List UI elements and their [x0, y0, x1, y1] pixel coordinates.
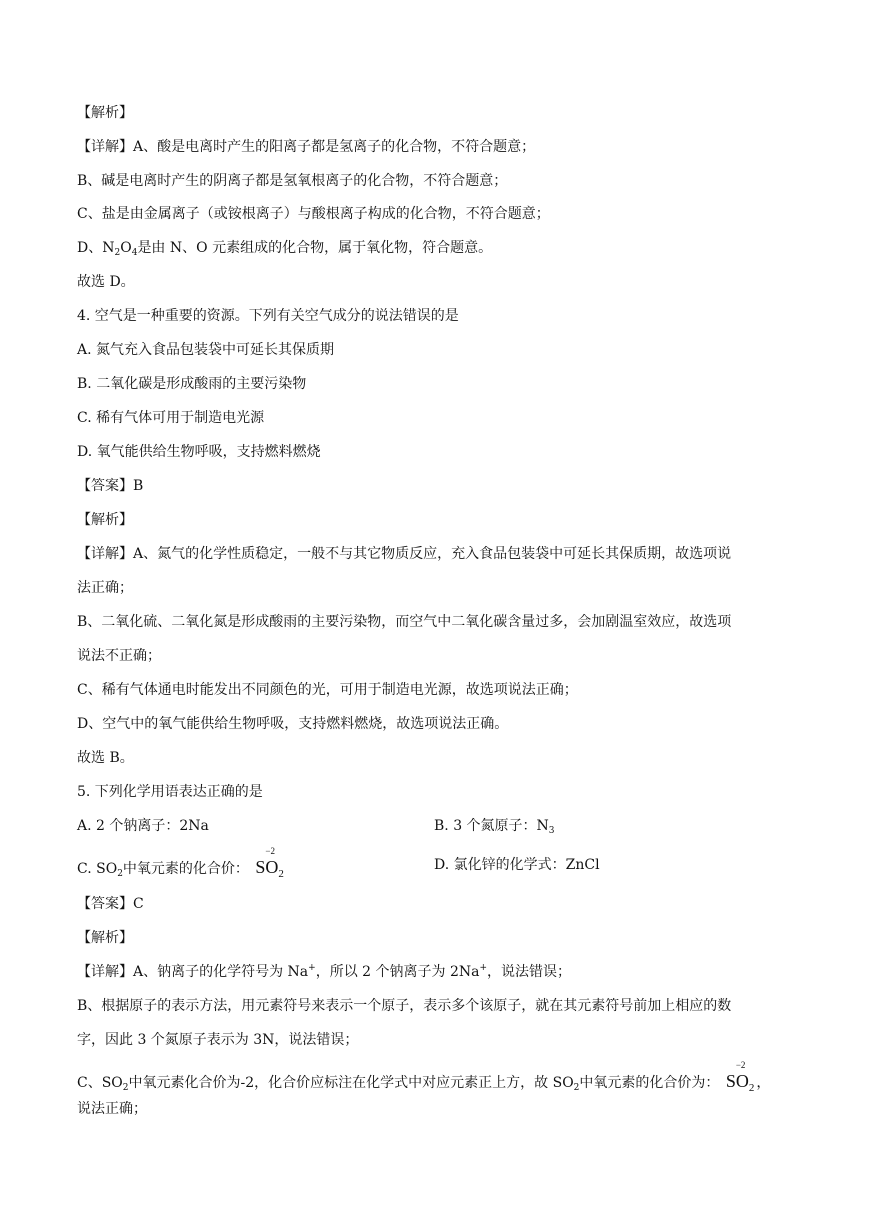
q5-detail-line: 【详解】A、钠离子的化学符号为 Na+，所以 2 个钠离子为 2Na+，说法错误； — [77, 963, 572, 980]
q5-detail-line: B、根据原子的表示方法，用元素符号来表示一个原子，表示多个该原子，就在其元素符号前加上相应的数 — [77, 998, 732, 1014]
detail-line: B、碱是电离时产生的阴离子都是氢氧根离子的化合物，不符合题意； — [77, 173, 508, 189]
question-4-stem: 4. 空气是一种重要的资源。下列有关空气成分的说法错误的是 — [77, 308, 459, 324]
q4-option-d: D. 氧气能供给生物呼吸，支持燃料燃烧 — [77, 444, 321, 460]
q4-option-a: A. 氮气充入食品包装袋中可延长其保质期 — [77, 342, 335, 358]
q4-option-c: C. 稀有气体可用于制造电光源 — [77, 410, 265, 426]
detail-line: D、$N_2O_4$是由 N、O 元素组成的化合物，属于氧化物，符合题意。 — [77, 240, 493, 258]
q5-option-b: B. 3 个氮原子：$N_3$ — [434, 818, 555, 836]
q4-choose-line: 故选 B。 — [77, 750, 134, 766]
q4-detail-line: 【详解】A、氮气的化学性质稳定，一般不与其它物质反应，充入食品包装袋中可延长其保质期，故选项说 — [77, 546, 732, 562]
detail-line: C、盐是由金属离子（或铵根离子）与酸根离子构成的化合物，不符合题意； — [77, 206, 550, 222]
q5-detail-line: C、$SO_2$中氧元素化合价为-2，化合价应标注在化学式中对应元素正上方，故 $SO_2$中氧元素的化合价为： −2 $SO_2$ ， — [77, 1062, 770, 1097]
q5-option-c: C. $SO_2$中氧元素的化合价： −2 $SO_2$ — [77, 848, 286, 883]
detail-line: 【详解】A、酸是电离时产生的阳离子都是氢离子的化合物，不符合题意； — [77, 139, 536, 155]
valence-notation: −2 $SO_2$ — [255, 846, 284, 880]
q5-option-d: D. 氯化锌的化学式：ZnCl — [434, 857, 600, 873]
q4-answer: 【答案】B — [77, 478, 144, 494]
q4-detail-line: B、二氧化硫、二氧化氮是形成酸雨的主要污染物，而空气中二氧化碳含量过多，会加剧温室效应，故选项 — [77, 614, 732, 630]
question-5-stem: 5. 下列化学用语表达正确的是 — [77, 784, 263, 800]
q4-detail-line: 法正确； — [77, 580, 133, 596]
q4-option-b: B. 二氧化碳是形成酸雨的主要污染物 — [77, 376, 307, 392]
q4-analysis-label: 【解析】 — [77, 512, 133, 528]
valence-notation: −2 $SO_2$ — [725, 1060, 755, 1094]
q5-detail-line: 字，因此 3 个氮原子表示为 3N，说法错误； — [77, 1032, 359, 1048]
q4-detail-line: 说法不正确； — [77, 648, 161, 664]
q4-detail-line: C、稀有气体通电时能发出不同颜色的光，可用于制造电光源，故选项说法正确； — [77, 682, 578, 698]
q5-answer: 【答案】C — [77, 896, 144, 912]
q5-analysis-label: 【解析】 — [77, 930, 133, 946]
q4-detail-line: D、空气中的氧气能供给生物呼吸，支持燃料燃烧，故选项说法正确。 — [77, 716, 509, 732]
q5-option-a: A. 2 个钠离子：2Na — [77, 818, 209, 834]
q5-detail-line: 说法正确； — [77, 1101, 147, 1117]
choose-line: 故选 D。 — [77, 274, 135, 290]
analysis-label: 【解析】 — [77, 105, 133, 121]
